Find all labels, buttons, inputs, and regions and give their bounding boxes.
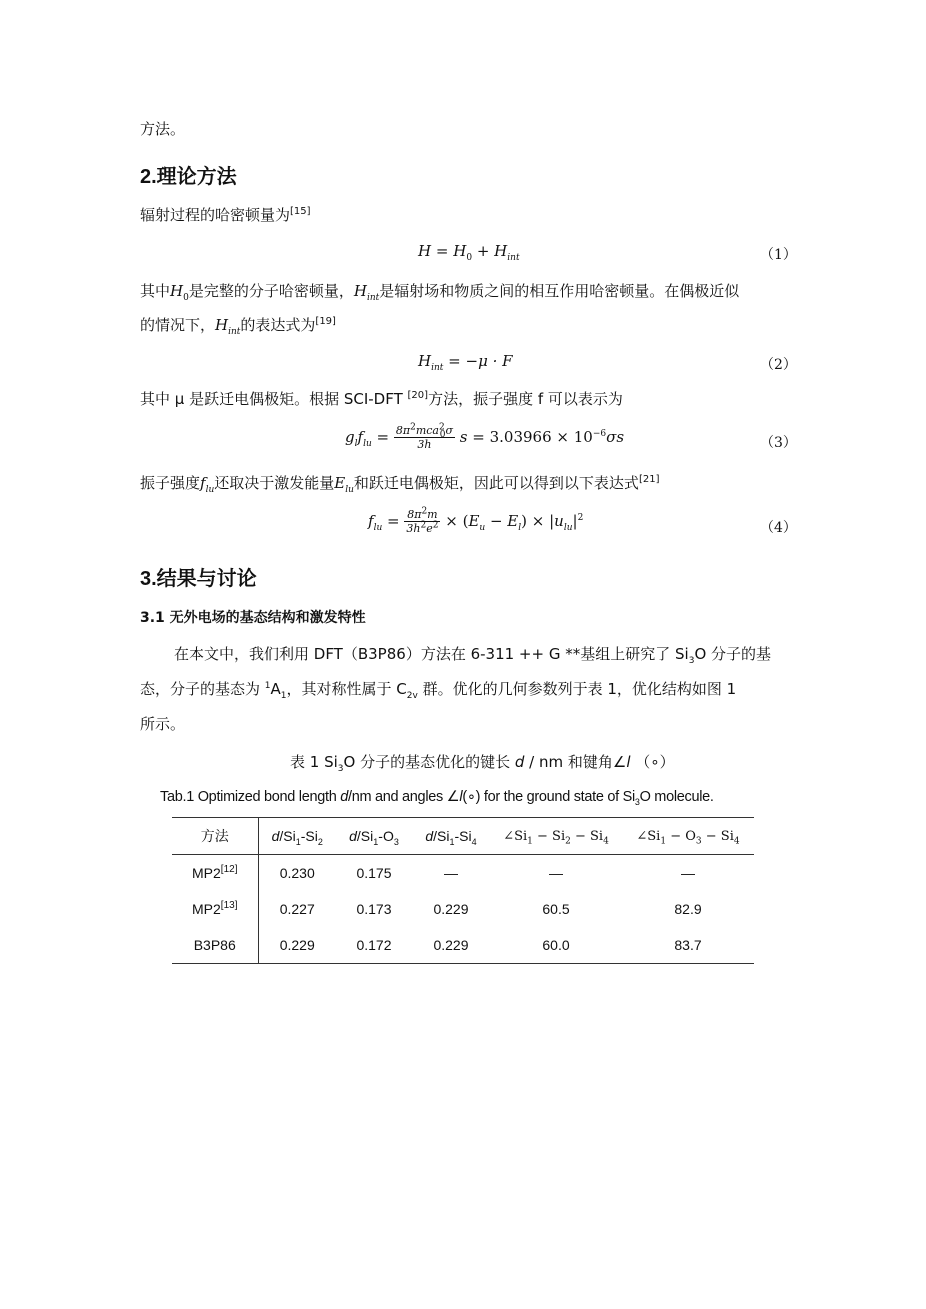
cell: 0.230 <box>258 855 336 892</box>
p1-text: 辐射过程的哈密顿量为 <box>140 206 291 224</box>
equation-3-number: （3） <box>760 435 797 451</box>
cell: 83.7 <box>622 927 754 964</box>
row-method: B3P86 <box>172 927 258 964</box>
equation-2-number: （2） <box>760 357 797 373</box>
equation-1: $H = H_0 + H_{int}$ <box>418 242 520 263</box>
paragraph-results-line1: 在本文中，我们利用 DFT（B3P86）方法在 6-311 ++ G **基组上研究了 $Si_3O$ 分子的基 <box>174 645 772 666</box>
citation-15: [15] <box>290 206 311 217</box>
paragraph-results-line2: 态，分子的基态为 $^1A_1$，其对称性属于 $C_{2v}$ 群。优化的几何参数列于表 1，优化结构如图 1 <box>140 680 737 701</box>
header-si1-si4: $d/Si_1-Si_4$ <box>425 828 477 847</box>
paragraph-hamiltonian-intro <box>140 204 311 226</box>
table-caption-english: Tab.1 Optimized bond length d/nm and angles ∠l(∘) for the ground state of $Si_3O$ molecule. <box>160 789 714 807</box>
equation-1-number: （1） <box>760 247 797 263</box>
cell: — <box>490 855 622 892</box>
paragraph-oscillator-strength: 其中 μ 是跃迁电偶极矩。根据 SCI-DFT [20]方法，振子强度 f 可以表示为 <box>140 390 623 408</box>
table-row <box>172 891 754 927</box>
paragraph-hamiltonian-terms-line1: 其中$H_0$是完整的分子哈密顿量，$H_{int}$是辐射场和物质之间的相互作用哈密顿量。在偶极近似 <box>140 282 740 303</box>
cell: 0.229 <box>433 901 469 917</box>
cell: 60.5 <box>542 901 570 917</box>
cell: 0.175 <box>336 855 412 892</box>
equation-3: $g_lf_{lu}$ = $\frac{8\pi^2mca^2_0\sigma}{3h}$ $s = 3.03966 \times 10^{-6}\sigma s$ <box>345 422 625 451</box>
equation-2: $H_{int} = -\mu \cdot F$ <box>418 352 513 373</box>
row-method: MP2[13] <box>172 891 258 927</box>
header-angle-si2: $\angle Si_1 - Si_2 - Si_4$ <box>503 828 609 847</box>
citation-20: [20] <box>407 390 429 401</box>
section-3-heading: 3.结果与讨论 <box>140 568 257 590</box>
paragraph-hamiltonian-terms-line2: 的情况下，$H_{int}$的表达式为[19] <box>140 316 336 337</box>
cell: 82.9 <box>674 901 702 917</box>
cell: — <box>622 855 754 892</box>
section-2-heading: 2.理论方法 <box>140 166 237 188</box>
header-angle-o3: $\angle Si_1 - O_3 - Si_4$ <box>636 828 740 847</box>
header-si1-o3: $d/Si_1-O_3$ <box>349 828 399 847</box>
cell: 0.229 <box>258 927 336 964</box>
row-method: MP2[12] <box>172 855 258 892</box>
table-header-row <box>172 818 754 855</box>
citation-19: [19] <box>315 316 336 327</box>
equation-4-number: （4） <box>760 520 797 536</box>
table-caption-chinese: 表 1 $Si_3O$ 分子的基态优化的键长 d / nm 和键角∠l （∘） <box>290 753 675 774</box>
cell: 0.173 <box>356 901 392 917</box>
header-method: 方法 <box>172 818 258 855</box>
intro-tail-text: 方法。 <box>140 120 186 138</box>
cell: 60.0 <box>490 927 622 964</box>
cell: 0.229 <box>412 927 490 964</box>
paragraph-oscillator-dependence: 振子强度$f_{lu}$还取决于激发能量$E_{lu}$和跃迁电偶极矩，因此可以得到以下表达式[21] <box>140 474 660 495</box>
cell: 0.172 <box>336 927 412 964</box>
equation-4: $f_{lu}$ = $\frac{8\pi^2m}{3h^2e^2}$ × $(E_u - E_l) \times |u_{lu}|^2$ <box>368 506 584 535</box>
subsection-3-1-heading: 3.1 无外电场的基态结构和激发特性 <box>140 610 366 626</box>
paragraph-results-line3: 所示。 <box>140 715 186 733</box>
table-row <box>172 927 754 964</box>
table-row <box>172 855 754 892</box>
optimized-geometry-table <box>172 817 754 964</box>
cell: 0.227 <box>279 901 315 917</box>
header-si1-si2: $d/Si_1-Si_2$ <box>271 828 323 847</box>
cell: — <box>412 855 490 892</box>
citation-21: [21] <box>638 474 660 485</box>
